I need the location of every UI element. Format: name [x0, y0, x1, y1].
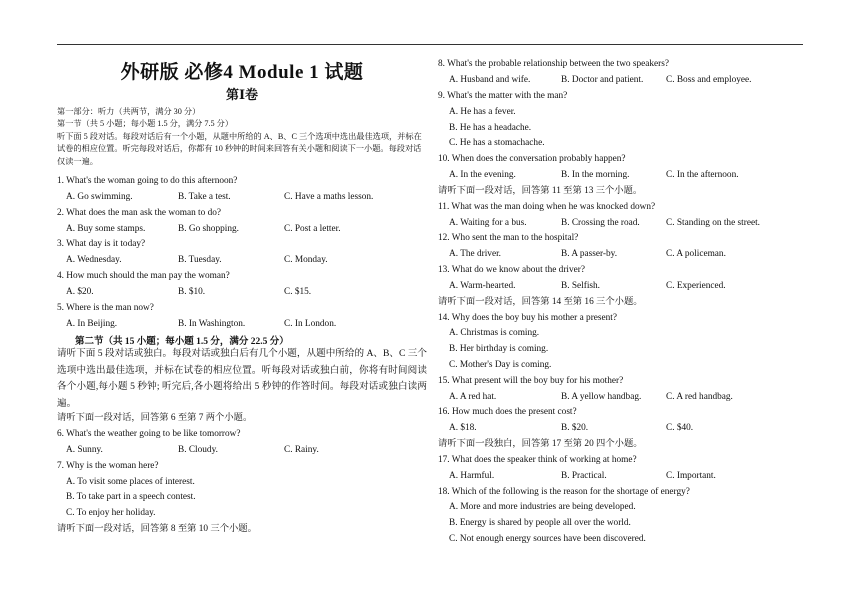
question-7: 7. Why is the woman here? [57, 461, 159, 471]
question-6: 6. What's the weather going to be like tomorrow? [57, 429, 241, 439]
question-5: 5. Where is the man now? [57, 303, 154, 313]
q6-option-a: A. Sunny. [66, 445, 103, 455]
note-14-16: 请听下面一段对话，回答第 14 至第 16 三个小题。 [438, 297, 643, 307]
q11-option-b: B. Crossing the road. [561, 218, 640, 228]
q7-option-a: A. To visit some places of interest. [66, 477, 195, 487]
question-4: 4. How much should the man pay the woman? [57, 271, 230, 281]
q3-option-b: B. Tuesday. [178, 255, 222, 265]
question-13: 13. What do we know about the driver? [438, 265, 585, 275]
question-8: 8. What's the probable relationship between the two speakers? [438, 59, 670, 69]
q3-option-c: C. Monday. [284, 255, 328, 265]
q5-option-c: C. In London. [284, 319, 337, 329]
q5-option-a: A. In Beijing. [66, 319, 118, 329]
q16-option-b: B. $20. [561, 423, 589, 433]
question-9: 9. What's the matter with the man? [438, 91, 568, 101]
q14-option-c: C. Mother's Day is coming. [449, 360, 552, 370]
q12-option-c: C. A policeman. [666, 249, 726, 259]
q2-option-c: C. Post a letter. [284, 224, 341, 234]
q17-option-b: B. Practical. [561, 471, 607, 481]
q2-option-a: A. Buy some stamps. [66, 224, 146, 234]
section1-instructions: 听下面 5 段对话。每段对话后有一个小题，从题中所给的 A、B、C 三个选项中选出最佳选项，并标在试卷的相应位置。听完每段对话后，你都有 10 秒钟的时间来回答有关小题和阅读下一小题。每段对话仅读一遍。 [57, 132, 422, 166]
q13-option-c: C. Experienced. [666, 281, 726, 291]
note-11-13: 请听下面一段对话，回答第 11 至第 13 三个小题。 [438, 186, 643, 196]
question-15: 15. What present will the boy buy for his mother? [438, 376, 624, 386]
question-2: 2. What does the man ask the woman to do? [57, 208, 222, 218]
page-title: 外研版 必修4 Module 1 试题 [120, 62, 364, 83]
q16-option-a: A. $18. [449, 423, 477, 433]
q15-option-b: B. A yellow handbag. [561, 392, 642, 402]
q7-option-c: C. To enjoy her holiday. [66, 508, 156, 518]
question-18: 18. Which of the following is the reason for the shortage of energy? [438, 487, 690, 497]
q1-option-b: B. Take a test. [178, 192, 231, 202]
question-16: 16. How much does the present cost? [438, 407, 577, 417]
q9-option-c: C. He has a stomachache. [449, 138, 545, 148]
q13-option-b: B. Selfish. [561, 281, 600, 291]
question-14: 14. Why does the boy buy his mother a present? [438, 313, 618, 323]
q15-option-a: A. A red hat. [449, 392, 497, 402]
part1-heading: 第一部分：听力（共两节，满分 30 分） [57, 107, 201, 116]
q9-option-b: B. He has a headache. [449, 123, 532, 133]
q18-option-c: C. Not enough energy sources have been discovered. [449, 534, 646, 544]
question-10: 10. When does the conversation probably happen? [438, 154, 626, 164]
q18-option-a: A. More and more industries are being developed. [449, 502, 636, 512]
question-17: 17. What does the speaker think of working at home? [438, 455, 637, 465]
section1-heading: 第一节（共 5 小题；每小题 1.5 分，满分 7.5 分） [57, 119, 234, 128]
q16-option-c: C. $40. [666, 423, 694, 433]
q11-option-a: A. Waiting for a bus. [449, 218, 527, 228]
q8-option-c: C. Boss and employee. [666, 75, 752, 85]
q4-option-c: C. $15. [284, 287, 312, 297]
q17-option-a: A. Harmful. [449, 471, 495, 481]
q4-option-a: A. $20. [66, 287, 94, 297]
q3-option-a: A. Wednesday. [66, 255, 122, 265]
q10-option-b: B. In the morning. [561, 170, 630, 180]
q1-option-a: A. Go swimming. [66, 192, 133, 202]
section2-instructions: 请听下面 5 段对话或独白。每段对话或独白后有几个小题，从题中所给的 A、B、C 三个选项中选出最佳选项，并标在试卷的相应位置。听每段对话或独白前，你将有时间阅读各个小题,每小题 5 秒钟; 听完后,各小题将给出 5 秒钟的作答时间。每段对话或独白读两遍。 [57, 348, 427, 409]
q14-option-b: B. Her birthday is coming. [449, 344, 549, 354]
q10-option-a: A. In the evening. [449, 170, 516, 180]
q6-option-c: C. Rainy. [284, 445, 319, 455]
q1-option-c: C. Have a maths lesson. [284, 192, 374, 202]
note-17-20: 请听下面一段独白，回答第 17 至第 20 四个小题。 [438, 439, 643, 449]
note-8-10: 请听下面一段对话，回答第 8 至第 10 三个小题。 [57, 524, 257, 534]
q12-option-b: B. A passer-by. [561, 249, 618, 259]
question-12: 12. Who sent the man to the hospital? [438, 233, 579, 243]
top-rule [57, 44, 803, 45]
question-11: 11. What was the man doing when he was knocked down? [438, 202, 656, 212]
question-3: 3. What day is it today? [57, 239, 146, 249]
q14-option-a: A. Christmas is coming. [449, 328, 540, 338]
q17-option-c: C. Important. [666, 471, 716, 481]
question-1: 1. What's the woman going to do this afternoon? [57, 176, 238, 186]
q11-option-c: C. Standing on the street. [666, 218, 760, 228]
q15-option-c: C. A red handbag. [666, 392, 733, 402]
q18-option-b: B. Energy is shared by people all over the world. [449, 518, 631, 528]
volume-heading: 第Ⅰ卷 [225, 87, 259, 102]
q6-option-b: B. Cloudy. [178, 445, 218, 455]
note-6-7: 请听下面一段对话，回答第 6 至第 7 两个小题。 [57, 413, 253, 423]
section2-heading: 第二节（共 15 小题；每小题 1.5 分，满分 22.5 分） [75, 337, 289, 347]
q12-option-a: A. The driver. [449, 249, 501, 259]
q10-option-c: C. In the afternoon. [666, 170, 739, 180]
q7-option-b: B. To take part in a speech contest. [66, 492, 196, 502]
q8-option-b: B. Doctor and patient. [561, 75, 644, 85]
q2-option-b: B. Go shopping. [178, 224, 239, 234]
q8-option-a: A. Husband and wife. [449, 75, 531, 85]
q5-option-b: B. In Washington. [178, 319, 246, 329]
q9-option-a: A. He has a fever. [449, 107, 516, 117]
q4-option-b: B. $10. [178, 287, 206, 297]
q13-option-a: A. Warm-hearted. [449, 281, 516, 291]
